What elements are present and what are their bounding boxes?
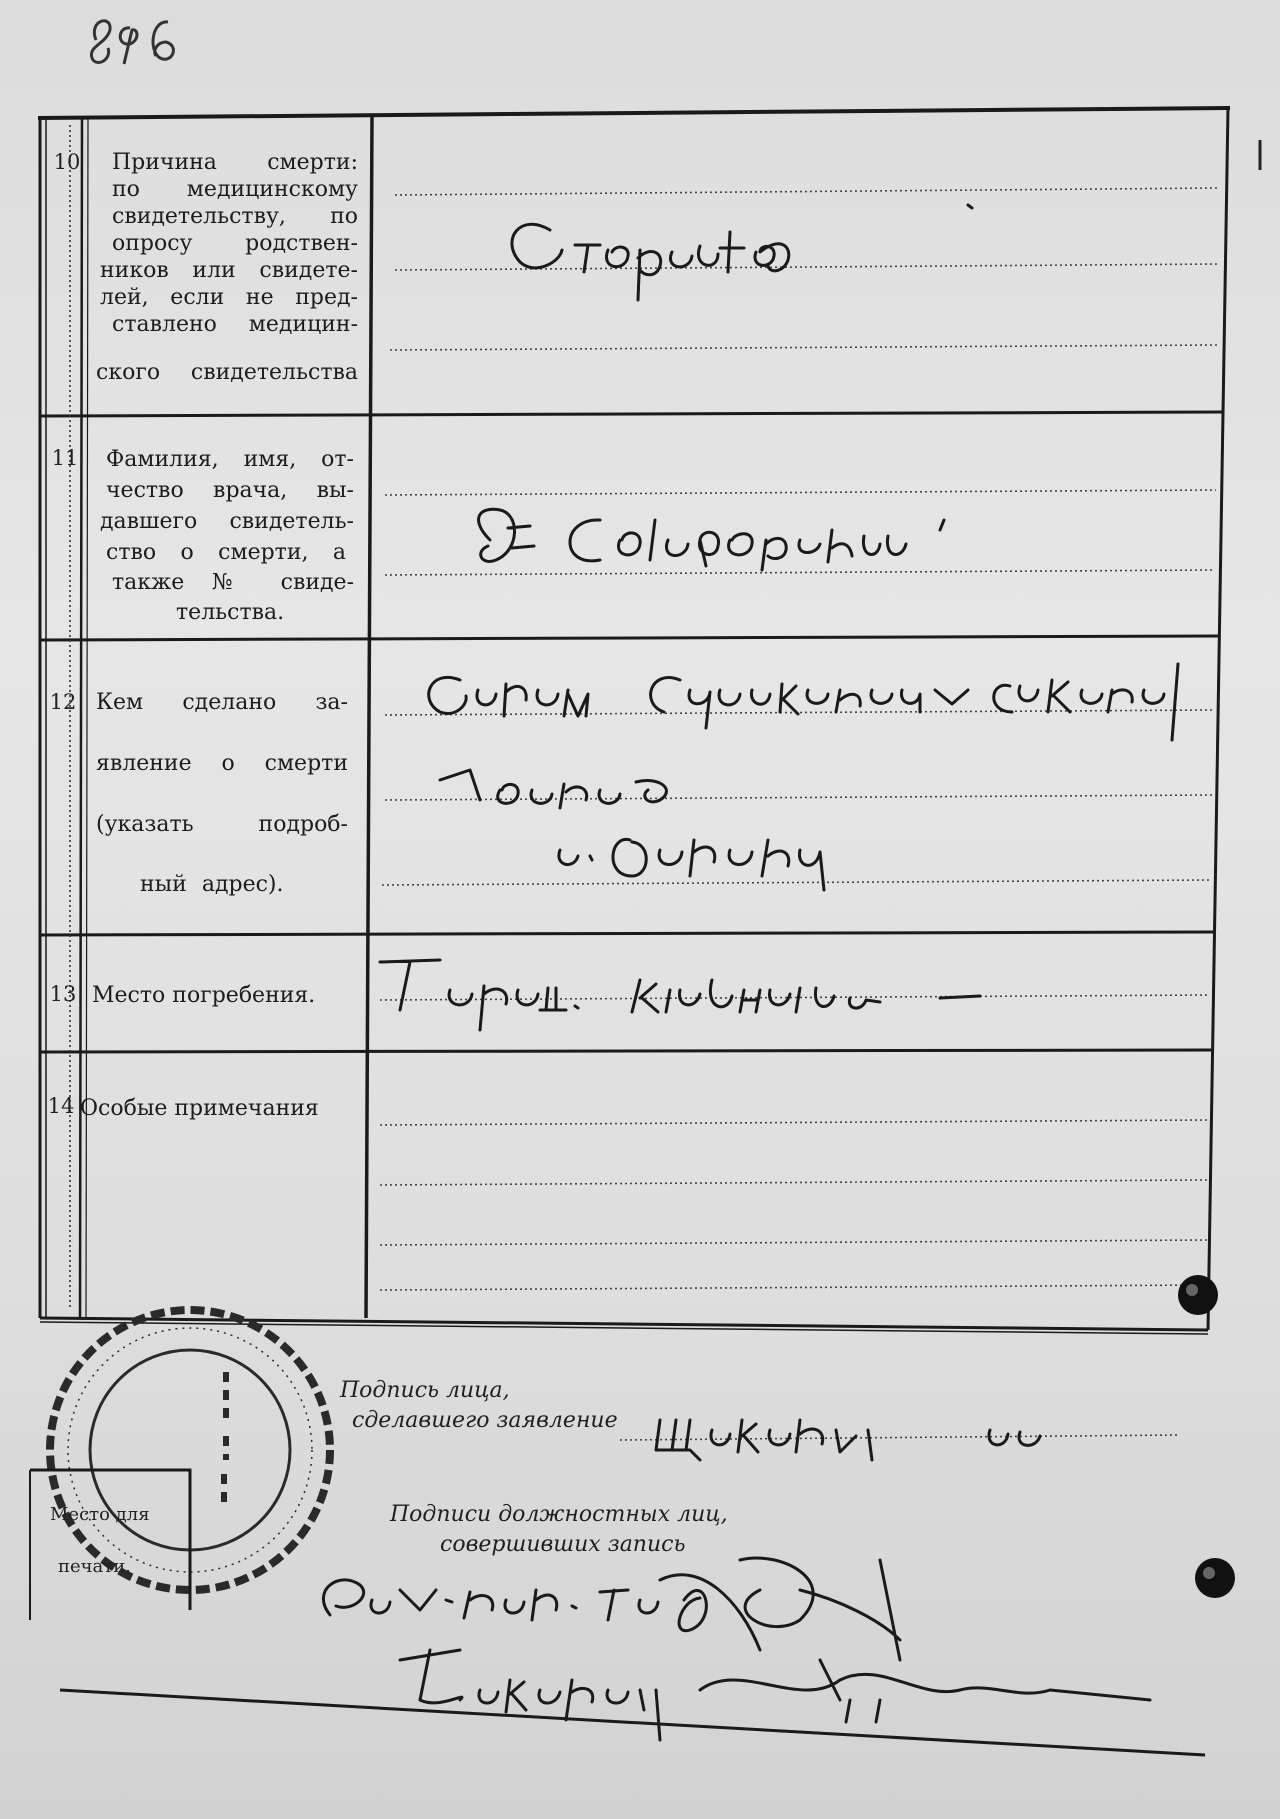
label-line: опросу родствен- bbox=[112, 231, 358, 256]
label-line: (указать подроб- bbox=[96, 812, 348, 837]
label-line: ный адрес). bbox=[140, 872, 284, 897]
stamp-placeholder-line2: печати. bbox=[58, 1556, 131, 1577]
label-line: чество врача, вы- bbox=[106, 478, 354, 503]
label-line: лей, если не пред- bbox=[100, 285, 358, 310]
row-14-label: Особые примечания bbox=[80, 1096, 319, 1121]
applicant-label-line1: Подпись лица, bbox=[340, 1378, 510, 1403]
label-line: Фамилия, имя, от- bbox=[106, 447, 354, 472]
label-line: явление о смерти bbox=[96, 751, 348, 776]
label-line: давшего свидетель- bbox=[100, 509, 354, 534]
binder-hole-icon bbox=[1178, 1275, 1218, 1315]
row-number: 10 bbox=[53, 150, 81, 174]
label-line: Причина смерти: bbox=[112, 150, 358, 175]
row-number: 11 bbox=[51, 446, 79, 470]
label-line: ставлено медицин- bbox=[112, 312, 358, 337]
officials-label-line2: совершивших запись bbox=[440, 1532, 686, 1557]
label-line: ство о смерти, а bbox=[106, 540, 346, 565]
label-line: свидетельству, по bbox=[112, 204, 358, 229]
label-line: ников или свидете- bbox=[100, 258, 358, 283]
label-line: тельства. bbox=[176, 600, 285, 625]
applicant-label-line2: сделавшего заявление bbox=[352, 1408, 618, 1433]
stamp-placeholder-line1: Место для bbox=[50, 1504, 150, 1525]
row-number: 13 bbox=[49, 982, 77, 1006]
row-number: 14 bbox=[47, 1094, 75, 1118]
label-line: Кем сделано за- bbox=[96, 690, 348, 715]
row-number: 12 bbox=[49, 690, 77, 714]
label-line: ского свидетельства bbox=[96, 360, 358, 385]
officials-label-line1: Подписи должностных лиц, bbox=[390, 1502, 728, 1527]
binder-hole-icon bbox=[1195, 1558, 1235, 1598]
label-line: также № свиде- bbox=[112, 570, 354, 595]
row-13-label: Место погребения. bbox=[92, 983, 316, 1008]
label-line: по медицинскому bbox=[112, 177, 358, 202]
